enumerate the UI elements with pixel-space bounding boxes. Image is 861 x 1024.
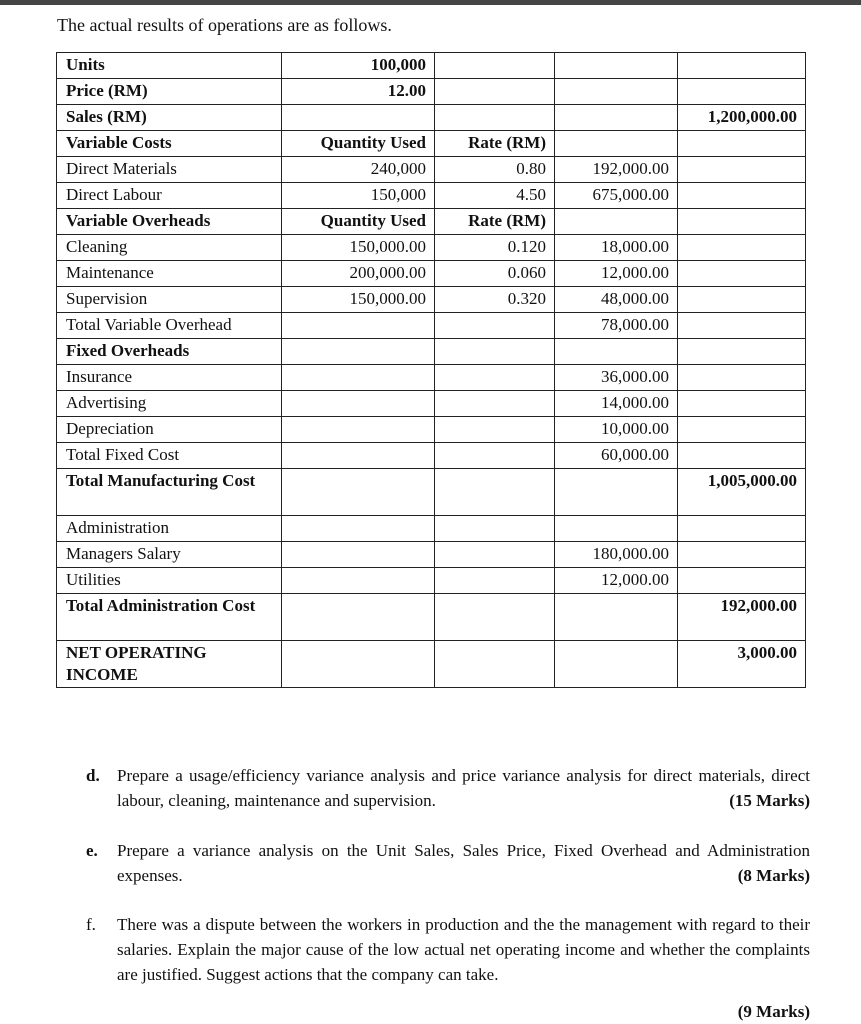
total-cell	[678, 183, 806, 209]
total-cell	[678, 131, 806, 157]
total-cell: 1,005,000.00	[678, 469, 806, 516]
row-label: Advertising	[57, 391, 282, 417]
table-row	[57, 641, 806, 688]
row-label: Total Manufacturing Cost	[57, 469, 282, 516]
table-row	[57, 105, 806, 131]
row-label: Total Variable Overhead	[57, 313, 282, 339]
question-text: Prepare a variance analysis on the Unit Sales, Sales Price, Fixed Overhead and Administration expenses.	[117, 841, 810, 885]
quantity-cell	[282, 443, 435, 469]
row-label: Total Fixed Cost	[57, 443, 282, 469]
total-cell	[678, 287, 806, 313]
row-label: Maintenance	[57, 261, 282, 287]
amount-cell: 14,000.00	[555, 391, 678, 417]
total-cell	[678, 516, 806, 542]
total-cell	[678, 53, 806, 79]
row-label: Cleaning	[57, 235, 282, 261]
total-cell	[678, 157, 806, 183]
amount-cell	[555, 79, 678, 105]
total-cell	[678, 339, 806, 365]
quantity-cell: 150,000	[282, 183, 435, 209]
quantity-cell	[282, 568, 435, 594]
total-cell: 192,000.00	[678, 594, 806, 641]
total-cell: 3,000.00	[678, 641, 806, 688]
quantity-cell	[282, 365, 435, 391]
question-label: e.	[86, 841, 98, 860]
rate-cell: 0.120	[435, 235, 555, 261]
intro-text: The actual results of operations are as follows.	[57, 15, 392, 35]
rate-cell: Rate (RM)	[435, 131, 555, 157]
question-f	[86, 912, 810, 1024]
row-label: Sales (RM)	[57, 105, 282, 131]
operations-table	[56, 52, 806, 688]
quantity-cell	[282, 542, 435, 568]
quantity-cell: 150,000.00	[282, 235, 435, 261]
table-row	[57, 443, 806, 469]
amount-cell	[555, 105, 678, 131]
total-cell	[678, 209, 806, 235]
amount-cell: 10,000.00	[555, 417, 678, 443]
amount-cell	[555, 516, 678, 542]
amount-cell: 48,000.00	[555, 287, 678, 313]
amount-cell	[555, 594, 678, 641]
rate-cell	[435, 79, 555, 105]
rate-cell	[435, 469, 555, 516]
rate-cell	[435, 365, 555, 391]
amount-cell: 36,000.00	[555, 365, 678, 391]
rate-cell	[435, 641, 555, 688]
table-row	[57, 183, 806, 209]
amount-cell	[555, 53, 678, 79]
quantity-cell	[282, 391, 435, 417]
rate-cell	[435, 53, 555, 79]
question-text: Prepare a usage/efficiency variance analysis and price variance analysis for direct materials, direct labour, cleaning, maintenance and supervision.	[117, 766, 810, 810]
total-cell	[678, 261, 806, 287]
table-row	[57, 53, 806, 79]
total-cell	[678, 235, 806, 261]
quantity-cell: 100,000	[282, 53, 435, 79]
question-marks: (8 Marks)	[737, 866, 810, 885]
table-row	[57, 365, 806, 391]
quantity-cell	[282, 313, 435, 339]
table-row	[57, 261, 806, 287]
amount-cell: 18,000.00	[555, 235, 678, 261]
row-label: Variable Overheads	[57, 209, 282, 235]
question-text: There was a dispute between the workers in production and the the management with regard to their salaries. Explain the major cause of the low actual net operating income and whether the complaints are justified. Suggest actions that the company can take.	[117, 915, 810, 984]
row-label: Direct Labour	[57, 183, 282, 209]
table-row	[57, 594, 806, 641]
quantity-cell: 12.00	[282, 79, 435, 105]
quantity-cell	[282, 417, 435, 443]
quantity-cell	[282, 105, 435, 131]
total-cell	[678, 365, 806, 391]
rate-cell	[435, 313, 555, 339]
table-row	[57, 516, 806, 542]
amount-cell: 78,000.00	[555, 313, 678, 339]
quantity-cell: Quantity Used	[282, 131, 435, 157]
table-row	[57, 568, 806, 594]
row-label: Managers Salary	[57, 542, 282, 568]
table-row	[57, 157, 806, 183]
table-row	[57, 542, 806, 568]
row-label: Direct Materials	[57, 157, 282, 183]
amount-cell: 12,000.00	[555, 261, 678, 287]
row-label: Units	[57, 53, 282, 79]
table-row	[57, 391, 806, 417]
quantity-cell: 150,000.00	[282, 287, 435, 313]
amount-cell: 675,000.00	[555, 183, 678, 209]
rate-cell: Rate (RM)	[435, 209, 555, 235]
total-cell	[678, 391, 806, 417]
amount-cell: 60,000.00	[555, 443, 678, 469]
total-cell	[678, 79, 806, 105]
row-label: Supervision	[57, 287, 282, 313]
table-row	[57, 287, 806, 313]
rate-cell	[435, 542, 555, 568]
quantity-cell: Quantity Used	[282, 209, 435, 235]
amount-cell: 192,000.00	[555, 157, 678, 183]
quantity-cell	[282, 594, 435, 641]
rate-cell	[435, 417, 555, 443]
amount-cell: 180,000.00	[555, 542, 678, 568]
row-label: Depreciation	[57, 417, 282, 443]
rate-cell	[435, 568, 555, 594]
total-cell	[678, 568, 806, 594]
table-row	[57, 339, 806, 365]
row-label: Total Administration Cost	[57, 594, 282, 641]
question-d	[86, 763, 810, 815]
total-cell: 1,200,000.00	[678, 105, 806, 131]
question-e	[86, 838, 810, 890]
total-cell	[678, 542, 806, 568]
quantity-cell	[282, 641, 435, 688]
table-row	[57, 469, 806, 516]
quantity-cell	[282, 469, 435, 516]
top-border	[0, 0, 861, 5]
amount-cell	[555, 641, 678, 688]
rate-cell: 0.060	[435, 261, 555, 287]
question-label: f.	[86, 915, 96, 934]
row-label: NET OPERATING INCOME	[57, 641, 282, 688]
table-row	[57, 417, 806, 443]
row-label: Variable Costs	[57, 131, 282, 157]
total-cell	[678, 313, 806, 339]
rate-cell	[435, 391, 555, 417]
rate-cell	[435, 594, 555, 641]
rate-cell: 4.50	[435, 183, 555, 209]
table-row	[57, 235, 806, 261]
rate-cell	[435, 516, 555, 542]
rate-cell: 0.320	[435, 287, 555, 313]
table-row	[57, 209, 806, 235]
row-label: Utilities	[57, 568, 282, 594]
question-label: d.	[86, 766, 100, 785]
table-row	[57, 79, 806, 105]
table-row	[57, 131, 806, 157]
amount-cell: 12,000.00	[555, 568, 678, 594]
quantity-cell: 200,000.00	[282, 261, 435, 287]
quantity-cell	[282, 339, 435, 365]
amount-cell	[555, 469, 678, 516]
amount-cell	[555, 339, 678, 365]
row-label: Insurance	[57, 365, 282, 391]
amount-cell	[555, 209, 678, 235]
table-row	[57, 313, 806, 339]
rate-cell	[435, 443, 555, 469]
rate-cell	[435, 339, 555, 365]
quantity-cell	[282, 516, 435, 542]
total-cell	[678, 443, 806, 469]
row-label: Price (RM)	[57, 79, 282, 105]
rate-cell	[435, 105, 555, 131]
row-label: Fixed Overheads	[57, 339, 282, 365]
rate-cell: 0.80	[435, 157, 555, 183]
row-label: Administration	[57, 516, 282, 542]
amount-cell	[555, 131, 678, 157]
question-marks: (15 Marks)	[729, 791, 810, 810]
quantity-cell: 240,000	[282, 157, 435, 183]
total-cell	[678, 417, 806, 443]
question-marks: (9 Marks)	[737, 1002, 810, 1021]
